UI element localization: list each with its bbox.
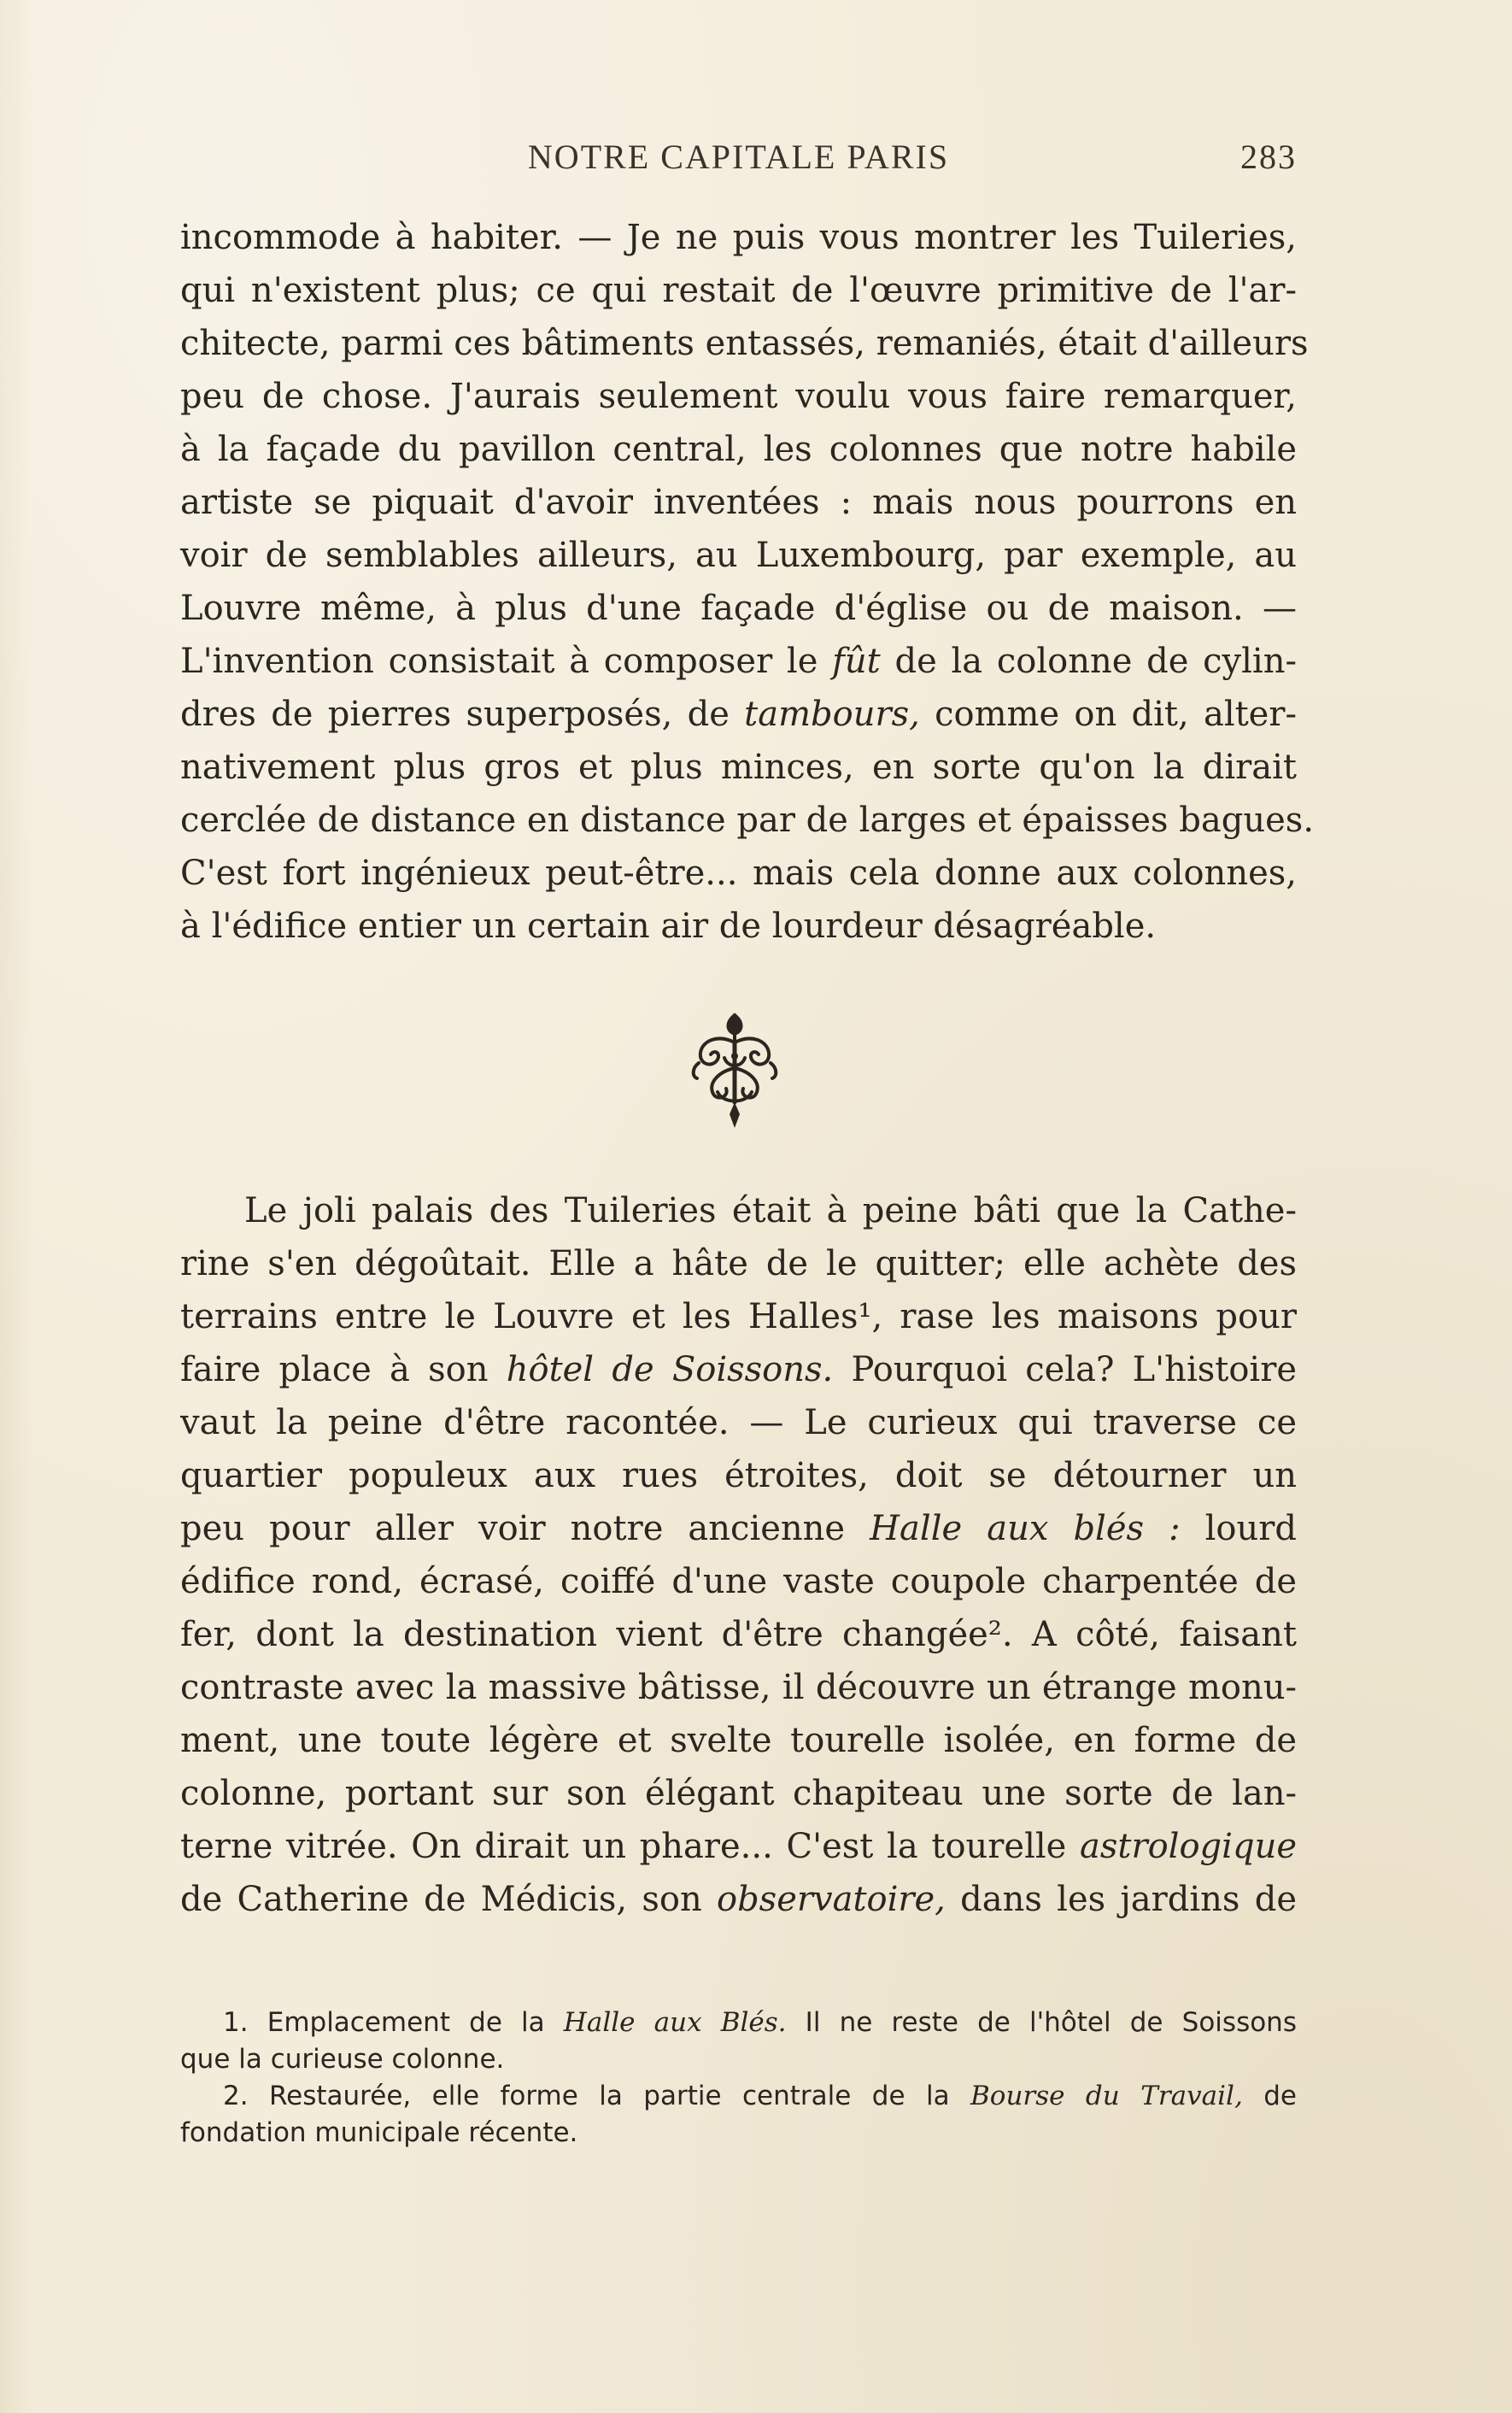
- running-title: NOTRE CAPITALE PARIS: [527, 138, 950, 176]
- italic-term: Halle aux blés :: [870, 1509, 1181, 1548]
- text-line: chitecte, parmi ces bâtiments entassés, remaniés, était d'ailleurs: [180, 324, 1309, 363]
- text-line: nativement plus gros et plus minces, en sorte qu'on la dirait: [180, 748, 1297, 787]
- text-line: à l'édifice entier un certain air de lourdeur désagréable.: [180, 907, 1157, 946]
- page-number: 283: [1240, 138, 1297, 176]
- text-line: voir de semblables ailleurs, au Luxembourg, par exemple, au: [180, 536, 1297, 575]
- text-line: faire place à son hôtel de Soissons. Pourquoi cela? L'histoire: [180, 1350, 1298, 1389]
- footnote-1: 1. Emplacement de la Halle aux Blés. Il ne reste de l'hôtel de Soissons: [223, 2007, 1297, 2038]
- running-head: [180, 137, 1297, 188]
- footnotes: [180, 2005, 1297, 2152]
- italic-term: hôtel de Soissons.: [506, 1350, 834, 1389]
- italic-term: astrologique: [1080, 1827, 1297, 1866]
- text-line: édifice rond, écrasé, coiffé d'une vaste coupole charpentée de: [180, 1562, 1297, 1601]
- text-line: à la façade du pavillon central, les colonnes que notre habile: [180, 430, 1297, 469]
- italic-term: Bourse du Travail,: [970, 2081, 1243, 2111]
- italic-term: tambours,: [744, 695, 920, 734]
- text-line: de Catherine de Médicis, son observatoire, dans les jardins de: [180, 1880, 1297, 1919]
- text-line: C'est fort ingénieux peut-être... mais cela donne aux colonnes,: [180, 854, 1297, 893]
- text-line: incommode à habiter. — Je ne puis vous montrer les Tuileries,: [180, 218, 1297, 257]
- paragraph-hotel-de-soissons: [180, 1184, 1297, 1926]
- italic-term: fût: [832, 642, 881, 681]
- text-line: terne vitrée. On dirait un phare... C'est la tourelle astrologique: [180, 1827, 1297, 1866]
- text-line: Louvre même, à plus d'une façade d'église ou de maison. —: [180, 589, 1297, 628]
- text-line: artiste se piquait d'avoir inventées : mais nous pourrons en: [180, 483, 1297, 522]
- footnote-2-continuation: fondation municipale récente.: [180, 2117, 578, 2148]
- text-line: quartier populeux aux rues étroites, doit se détourner un: [180, 1456, 1297, 1495]
- footnote-1-continuation: que la curieuse colonne.: [180, 2044, 505, 2075]
- footnote-2: 2. Restaurée, elle forme la partie centrale de la Bourse du Travail, de: [223, 2081, 1297, 2111]
- italic-term: observatoire,: [716, 1880, 946, 1919]
- italic-term: Halle aux Blés.: [563, 2007, 787, 2038]
- fleuron-ornament-icon: [683, 1008, 786, 1136]
- text-line: contraste avec la massive bâtisse, il découvre un étrange monu-: [180, 1668, 1297, 1707]
- text-line: vaut la peine d'être racontée. — Le curieux qui traverse ce: [180, 1403, 1297, 1442]
- text-line: cerclée de distance en distance par de larges et épaisses bagues.: [180, 801, 1315, 840]
- text-line: peu pour aller voir notre ancienne Halle aux blés : lourd: [180, 1509, 1297, 1548]
- text-line: Le joli palais des Tuileries était à peine bâti que la Cathe-: [244, 1191, 1297, 1230]
- text-line: rine s'en dégoûtait. Elle a hâte de le quitter; elle achète des: [180, 1244, 1297, 1283]
- text-line: L'invention consistait à composer le fût de la colonne de cylin-: [180, 642, 1297, 681]
- text-line: qui n'existent plus; ce qui restait de l'œuvre primitive de l'ar-: [180, 271, 1297, 310]
- text-line: peu de chose. J'aurais seulement voulu vous faire remarquer,: [180, 377, 1297, 416]
- text-line: terrains entre le Louvre et les Halles¹, rase les maisons pour: [180, 1297, 1297, 1336]
- text-line: dres de pierres superposés, de tambours, comme on dit, alter-: [180, 695, 1297, 734]
- text-line: fer, dont la destination vient d'être changée². A côté, faisant: [180, 1615, 1297, 1654]
- paragraph-tuileries: [180, 211, 1315, 953]
- text-line: colonne, portant sur son élégant chapiteau une sorte de lan-: [180, 1774, 1297, 1813]
- text-line: ment, une toute légère et svelte tourelle isolée, en forme de: [180, 1721, 1297, 1760]
